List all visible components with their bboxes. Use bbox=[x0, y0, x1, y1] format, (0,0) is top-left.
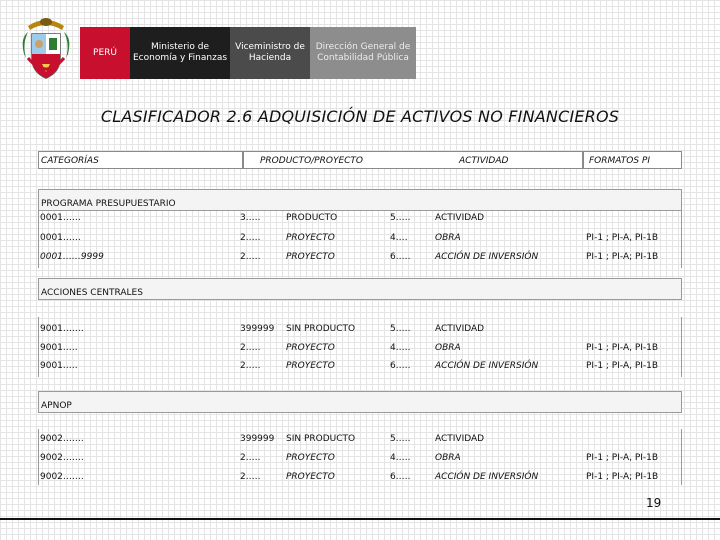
activity-code: 6.…. bbox=[390, 361, 411, 371]
activity-name: OBRA bbox=[435, 233, 461, 243]
category-code: 0001…… bbox=[40, 213, 81, 223]
product-name: PROYECTO bbox=[286, 252, 335, 262]
product-name: PROYECTO bbox=[286, 361, 335, 371]
format-code: PI-1 ; PI-A, PI-1B bbox=[586, 233, 659, 243]
product-code: 3.…. bbox=[240, 213, 261, 223]
section-label: APNOP bbox=[41, 401, 72, 411]
product-name: PROYECTO bbox=[286, 233, 335, 243]
product-name: PROYECTO bbox=[286, 453, 335, 463]
column-header-producto-text: PRODUCTO/PROYECTO bbox=[260, 156, 363, 166]
category-code: 9001.…. bbox=[40, 361, 78, 371]
product-name: SIN PRODUCTO bbox=[286, 324, 356, 334]
product-name: PRODUCTO bbox=[286, 213, 338, 223]
column-header-producto bbox=[243, 151, 583, 169]
section-band bbox=[38, 391, 682, 413]
activity-name: OBRA bbox=[435, 453, 461, 463]
column-header-formatos: FORMATOS PI bbox=[583, 151, 682, 169]
category-code: 9002……. bbox=[40, 434, 84, 444]
activity-code: 6.…. bbox=[390, 252, 411, 262]
format-code: PI-1 ; PI-A, PI-1B bbox=[586, 343, 659, 353]
column-header-categorias: CATEGORÍAS bbox=[38, 151, 243, 169]
product-code: 2.…. bbox=[240, 472, 261, 482]
viceministry-text: Viceministro de Hacienda bbox=[235, 42, 305, 63]
viceministry-label bbox=[230, 27, 310, 79]
bottom-divider bbox=[0, 518, 720, 520]
activity-name: ACTIVIDAD bbox=[435, 324, 485, 334]
product-code: 2.…. bbox=[240, 361, 261, 371]
country-label bbox=[80, 27, 130, 79]
page-number: 19 bbox=[646, 496, 662, 510]
direction-label bbox=[310, 27, 416, 79]
country-text: PERÚ bbox=[93, 47, 117, 58]
column-header-actividad: ACTIVIDAD bbox=[459, 156, 509, 166]
activity-code: 5.…. bbox=[390, 324, 411, 334]
section-label: PROGRAMA PRESUPUESTARIO bbox=[41, 199, 176, 209]
format-code: PI-1 ; PI-A; PI-1B bbox=[586, 472, 659, 482]
direction-text: Dirección General de Contabilidad Pública bbox=[315, 42, 411, 63]
product-code: 2.…. bbox=[240, 343, 261, 353]
product-code: 399999 bbox=[240, 324, 275, 334]
product-code: 2.…. bbox=[240, 252, 261, 262]
product-name: SIN PRODUCTO bbox=[286, 434, 356, 444]
activity-code: 6.…. bbox=[390, 472, 411, 482]
format-code: PI-1 ; PI-A, PI-1B bbox=[586, 361, 659, 371]
activity-code: 5.…. bbox=[390, 213, 411, 223]
page-title: CLASIFICADOR 2.6 ADQUISICIÓN DE ACTIVOS NO FINANCIEROS bbox=[100, 107, 620, 126]
category-code: 9001.…. bbox=[40, 343, 78, 353]
section-band bbox=[38, 189, 682, 211]
activity-name: ACTIVIDAD bbox=[435, 213, 485, 223]
activity-name: OBRA bbox=[435, 343, 461, 353]
category-code: 0001…… bbox=[40, 233, 81, 243]
header-bar bbox=[0, 0, 720, 90]
category-code: 0001……9999 bbox=[40, 252, 104, 262]
activity-code: 5.…. bbox=[390, 434, 411, 444]
format-code: PI-1 ; PI-A, PI-1B bbox=[586, 453, 659, 463]
peru-coat-of-arms-icon bbox=[18, 14, 74, 82]
product-code: 2.…. bbox=[240, 233, 261, 243]
activity-name: ACCIÓN DE INVERSIÓN bbox=[435, 361, 539, 371]
activity-name: ACTIVIDAD bbox=[435, 434, 485, 444]
section-band bbox=[38, 278, 682, 300]
product-code: 2.…. bbox=[240, 453, 261, 463]
section-label: ACCIONES CENTRALES bbox=[41, 288, 143, 298]
activity-code: 4.… bbox=[390, 233, 408, 243]
activity-name: ACCIÓN DE INVERSIÓN bbox=[435, 252, 539, 262]
activity-code: 4.…. bbox=[390, 453, 411, 463]
product-code: 399999 bbox=[240, 434, 275, 444]
activity-code: 4.…. bbox=[390, 343, 411, 353]
product-name: PROYECTO bbox=[286, 472, 335, 482]
ministry-label bbox=[130, 27, 230, 79]
category-code: 9002……. bbox=[40, 453, 84, 463]
category-code: 9001……. bbox=[40, 324, 84, 334]
format-code: PI-1 ; PI-A; PI-1B bbox=[586, 252, 659, 262]
activity-name: ACCIÓN DE INVERSIÓN bbox=[435, 472, 539, 482]
ministry-text: Ministerio de Economía y Finanzas bbox=[132, 42, 228, 63]
category-code: 9002……. bbox=[40, 472, 84, 482]
product-name: PROYECTO bbox=[286, 343, 335, 353]
